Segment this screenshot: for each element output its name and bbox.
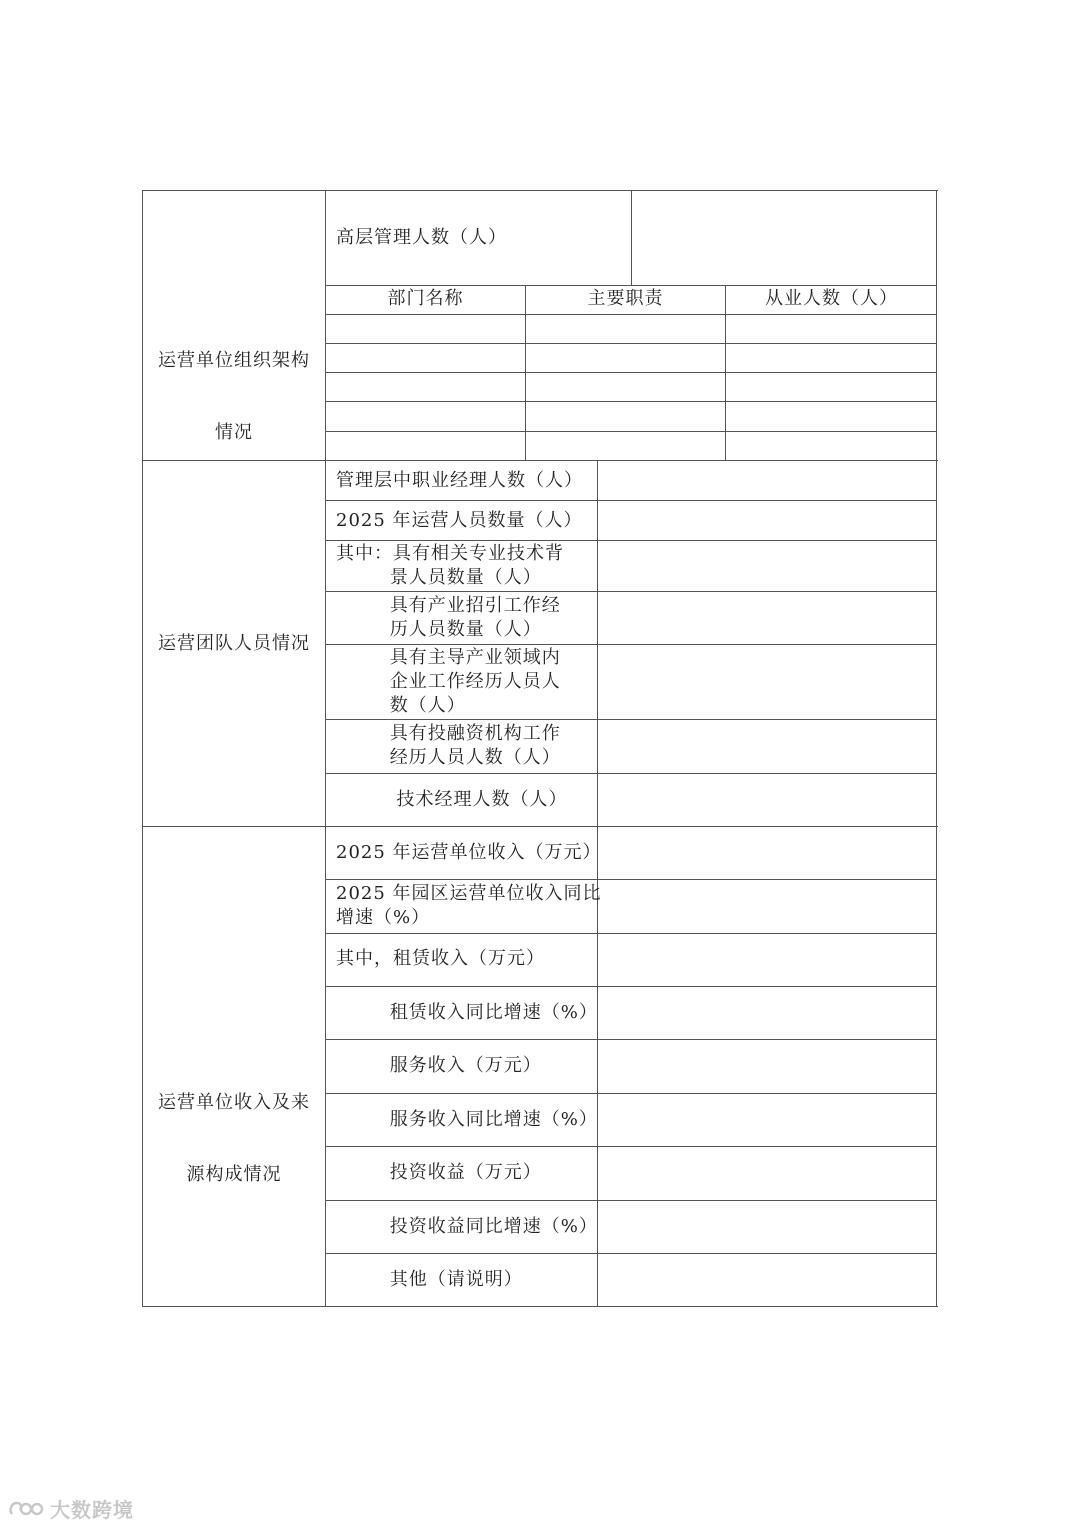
table-border-top bbox=[142, 190, 938, 191]
team-row-label: 具有投融资机构工作 经历人员人数（人） bbox=[336, 723, 561, 768]
team-row-label: 其中：具有相关专业技术背 景人员数量（人） bbox=[336, 543, 564, 588]
watermark-text: 大数跨境 bbox=[50, 1498, 134, 1522]
revenue-row-divider bbox=[325, 986, 937, 987]
revenue-row-divider bbox=[325, 879, 937, 880]
team-row-label: 具有主导产业领域内 企业工作经历人员人 数（人） bbox=[336, 647, 561, 716]
team-row-divider bbox=[325, 773, 937, 774]
section-label-team: 运营团队人员情况 bbox=[158, 633, 310, 654]
grid-row-divider bbox=[325, 343, 937, 344]
table-border-right bbox=[936, 190, 937, 1307]
team-row-label: 技术经理人数（人） bbox=[336, 789, 568, 810]
team-row-divider bbox=[325, 719, 937, 720]
senior-mgmt-divider bbox=[631, 190, 632, 286]
revenue-row-label: 服务收入同比增速（%） bbox=[336, 1109, 598, 1130]
revenue-row-label: 投资收益同比增速（%） bbox=[336, 1216, 598, 1237]
section-label-org: 运营单位组织架构 情况 bbox=[158, 350, 310, 443]
team-row-label: 2025 年运营人员数量（人） bbox=[336, 510, 583, 531]
table-border-bottom bbox=[142, 1306, 938, 1307]
dept-name-header: 部门名称 bbox=[387, 288, 464, 309]
senior-mgmt-label: 高层管理人数（人） bbox=[336, 227, 507, 248]
revenue-row-label: 租赁收入同比增速（%） bbox=[336, 1002, 598, 1023]
revenue-row-label: 其他（请说明） bbox=[336, 1269, 523, 1290]
team-row-label: 管理层中职业经理人数（人） bbox=[336, 470, 583, 491]
grid-row-divider bbox=[325, 431, 937, 432]
grid-row-divider bbox=[325, 314, 937, 315]
revenue-row-label: 投资收益（万元） bbox=[336, 1162, 542, 1183]
revenue-row-label: 2025 年园区运营单位收入同比 增速（%） bbox=[336, 883, 602, 928]
revenue-row-divider bbox=[325, 933, 937, 934]
revenue-row-divider bbox=[325, 1200, 937, 1201]
revenue-row-label: 2025 年运营单位收入（万元） bbox=[336, 842, 602, 863]
revenue-row-divider bbox=[325, 1253, 937, 1254]
section-divider bbox=[142, 826, 938, 827]
grid-row-divider bbox=[325, 401, 937, 402]
label-column-divider bbox=[325, 190, 326, 1307]
staff-count-header: 从业人数（人） bbox=[765, 288, 898, 309]
team-row-label: 具有产业招引工作经 历人员数量（人） bbox=[336, 595, 561, 640]
revenue-row-label: 其中，租赁收入（万元） bbox=[336, 948, 545, 969]
revenue-row-label: 服务收入（万元） bbox=[336, 1055, 542, 1076]
revenue-row-divider bbox=[325, 1039, 937, 1040]
team-row-divider bbox=[325, 500, 937, 501]
main-duty-header: 主要职责 bbox=[587, 288, 664, 309]
revenue-row-divider bbox=[325, 1093, 937, 1094]
watermark-logo-icon bbox=[8, 1498, 44, 1520]
section-label-revenue: 运营单位收入及来 源构成情况 bbox=[158, 1092, 310, 1185]
team-row-divider bbox=[325, 591, 937, 592]
grid-row-divider bbox=[325, 372, 937, 373]
revenue-row-divider bbox=[325, 1146, 937, 1147]
watermark bbox=[8, 1494, 134, 1523]
